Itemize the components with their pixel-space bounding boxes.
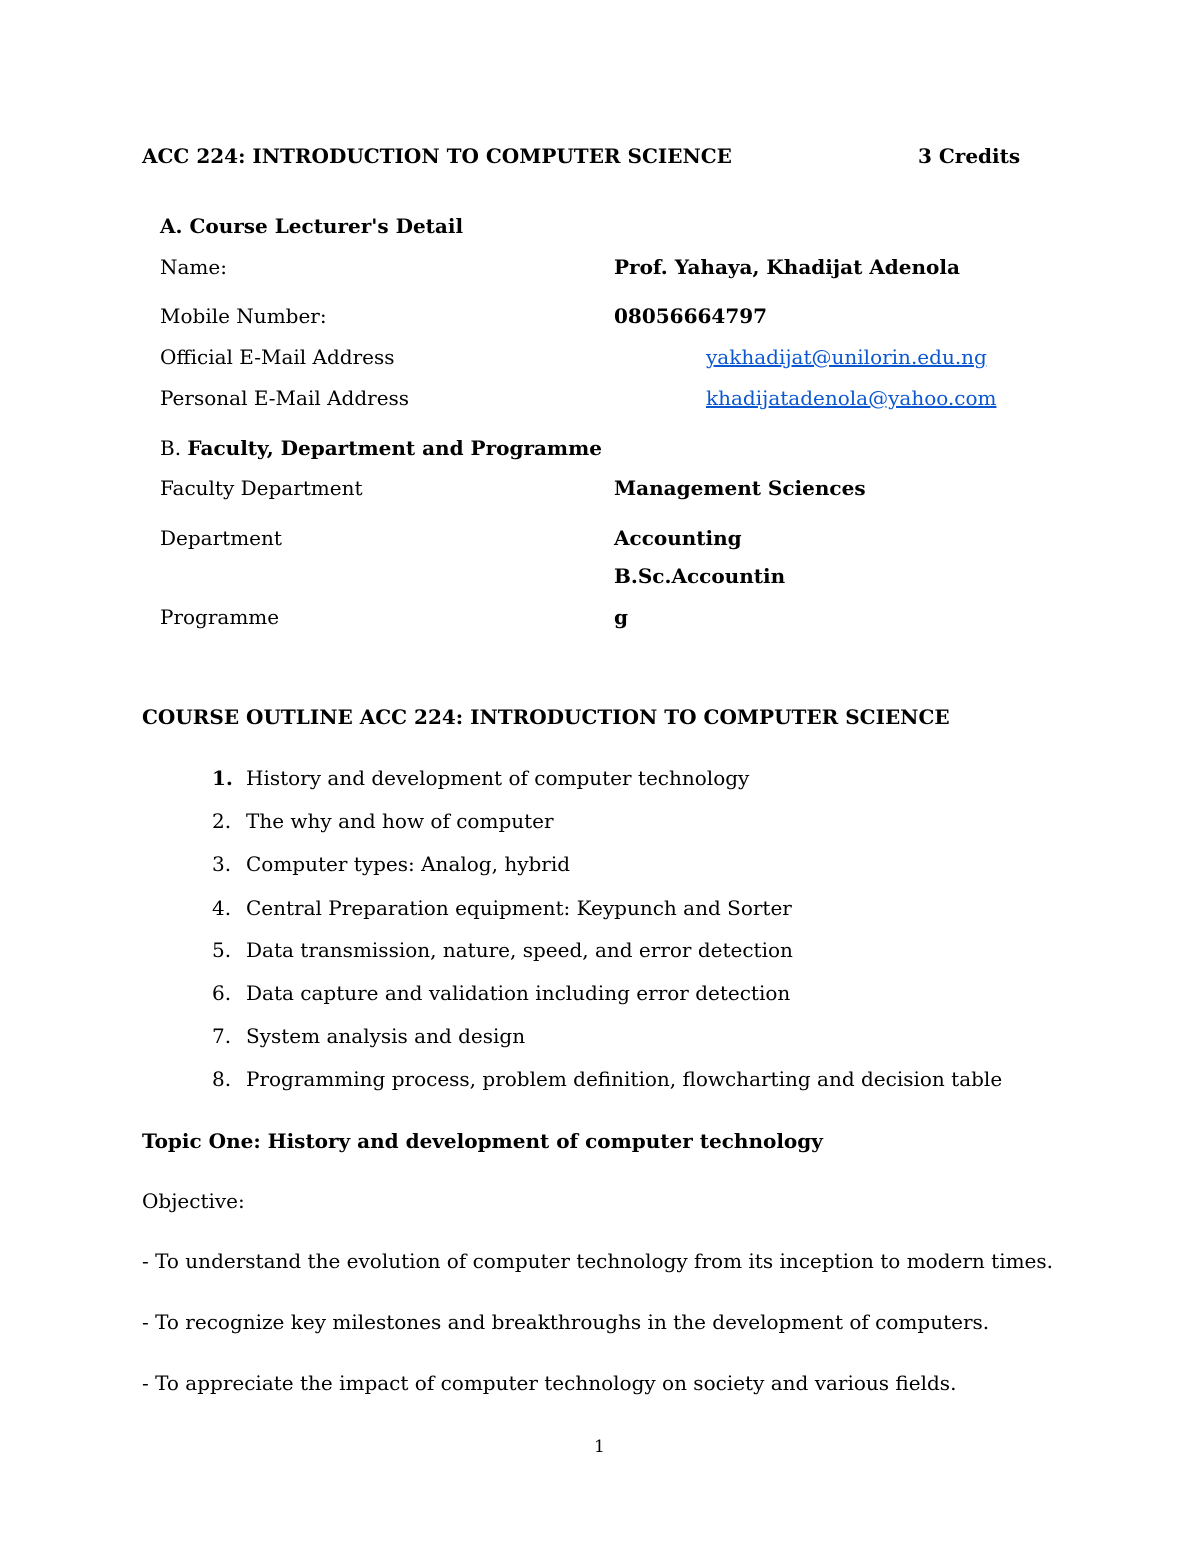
list-item [212, 809, 554, 833]
list-item-text: Programming process, problem definition, flowcharting and decision table [246, 1067, 1003, 1091]
objective-label: Objective: [142, 1189, 245, 1213]
department-value: Accounting [614, 526, 742, 550]
list-item-text: History and development of computer technology [246, 766, 750, 790]
topic-one-heading: Topic One: History and development of computer technology [142, 1129, 823, 1153]
objective-item: - To appreciate the impact of computer technology on society and various fields. [142, 1371, 957, 1395]
list-item-number: 8. [212, 1067, 232, 1091]
list-item-number: 3. [212, 852, 232, 876]
list-item [212, 1024, 525, 1048]
list-item [212, 1067, 1002, 1091]
list-item-text: The why and how of computer [246, 809, 554, 833]
official-email-label: Official E-Mail Address [160, 345, 395, 369]
personal-email-link[interactable]: khadijatadenola@yahoo.com [706, 386, 997, 410]
list-item-number: 1. [212, 766, 233, 790]
programme-label: Programme [160, 605, 280, 629]
list-item-number: 6. [212, 981, 232, 1005]
list-item-number: 5. [212, 938, 232, 962]
course-credits: 3 Credits [918, 144, 1021, 168]
list-item [212, 981, 790, 1005]
name-label: Name: [160, 255, 227, 279]
department-label: Department [160, 526, 282, 550]
course-outline-heading: COURSE OUTLINE ACC 224: INTRODUCTION TO COMPUTER SCIENCE [142, 705, 950, 729]
personal-email-label: Personal E-Mail Address [160, 386, 410, 410]
list-item [212, 852, 570, 876]
faculty-heading-prefix: B. [160, 436, 182, 460]
list-item-number: 4. [212, 896, 232, 920]
mobile-label: Mobile Number: [160, 304, 327, 328]
faculty-heading-text: Faculty, Department and Programme [187, 436, 602, 460]
faculty-label: Faculty Department [160, 476, 363, 500]
course-title: ACC 224: INTRODUCTION TO COMPUTER SCIENCE [142, 144, 732, 168]
list-item-number: 7. [212, 1024, 232, 1048]
list-item [212, 766, 749, 790]
lecturer-detail-heading: A. Course Lecturer's Detail [160, 214, 464, 238]
faculty-heading [160, 436, 602, 460]
mobile-value: 08056664797 [614, 304, 768, 328]
objective-item: - To understand the evolution of computer technology from its inception to modern times. [142, 1249, 1054, 1273]
list-item [212, 896, 792, 920]
programme-value-line2: g [614, 605, 628, 629]
list-item-text: System analysis and design [246, 1024, 526, 1048]
list-item [212, 938, 793, 962]
list-item-text: Data capture and validation including error detection [246, 981, 791, 1005]
list-item-text: Computer types: Analog, hybrid [246, 852, 571, 876]
page-number: 1 [594, 1437, 605, 1457]
faculty-value: Management Sciences [614, 476, 866, 500]
programme-value-line1: B.Sc.Accountin [614, 564, 786, 588]
list-item-text: Data transmission, nature, speed, and error detection [246, 938, 793, 962]
list-item-number: 2. [212, 809, 232, 833]
list-item-text: Central Preparation equipment: Keypunch and Sorter [246, 896, 792, 920]
name-value: Prof. Yahaya, Khadijat Adenola [614, 255, 960, 279]
objective-item: - To recognize key milestones and breakthroughs in the development of computers. [142, 1310, 990, 1334]
official-email-link[interactable]: yakhadijat@unilorin.edu.ng [706, 345, 987, 369]
